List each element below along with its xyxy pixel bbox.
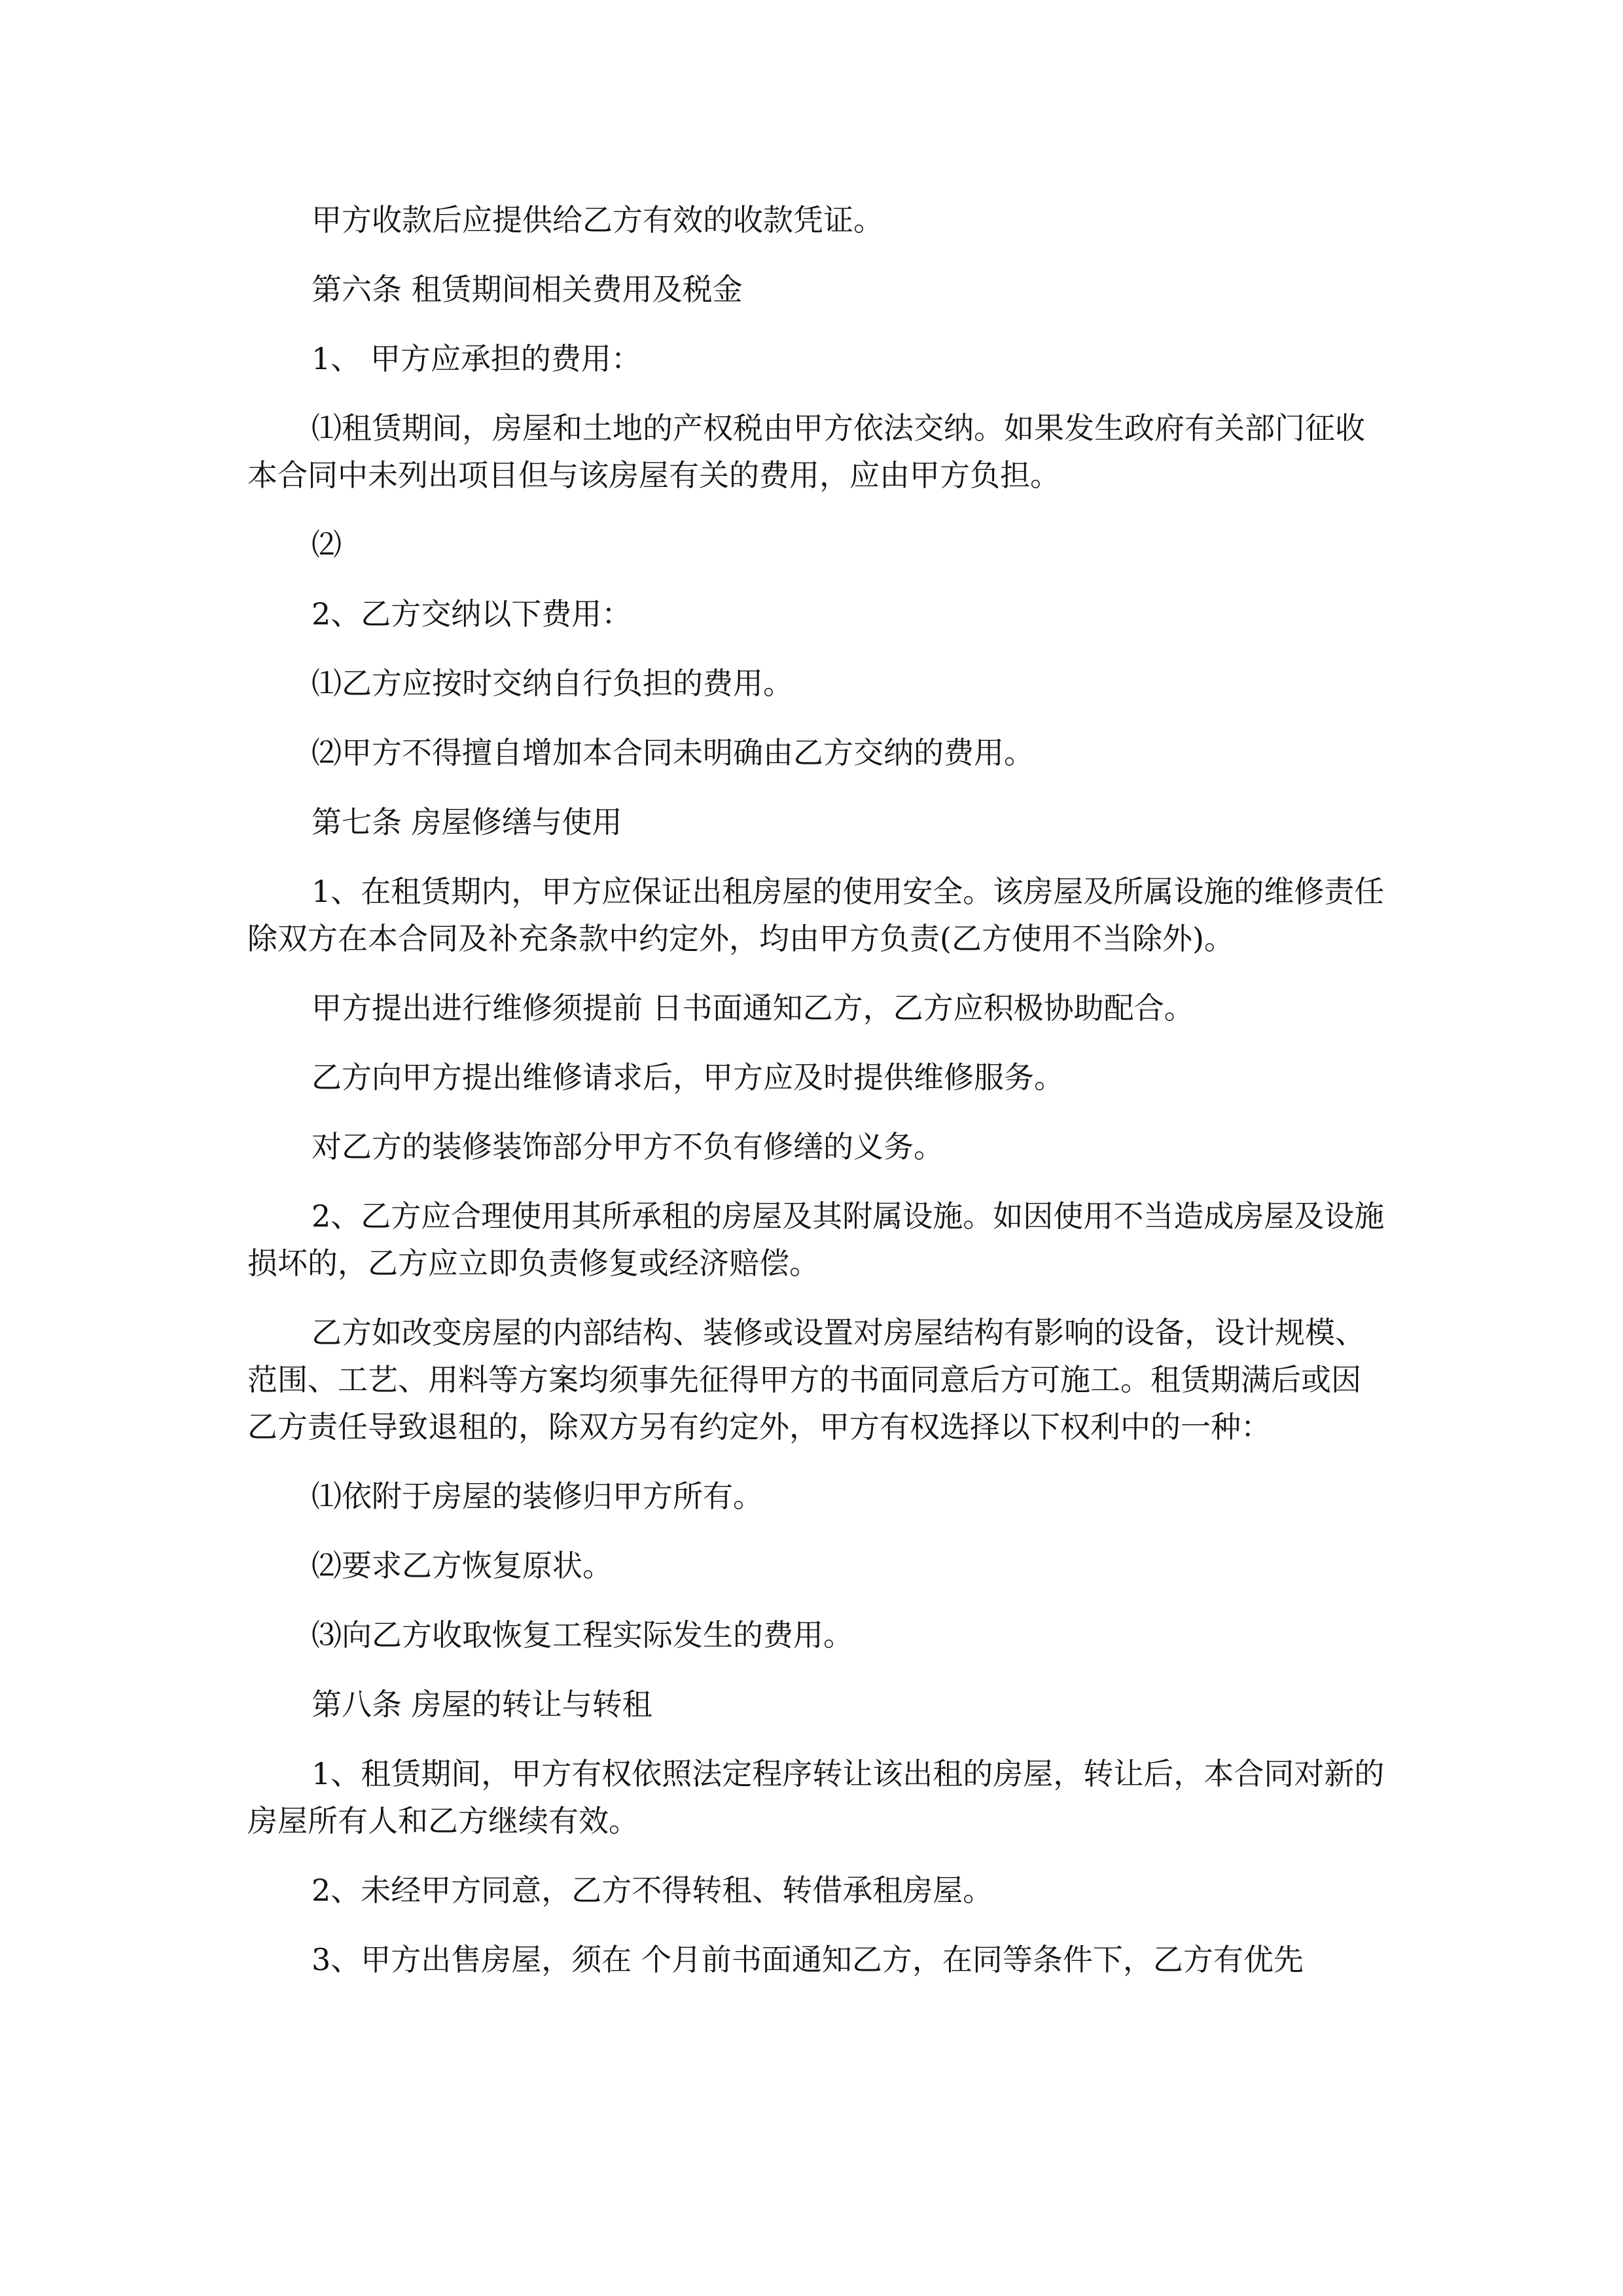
section-heading: 第八条 房屋的转让与转租 — [312, 1687, 652, 1722]
paragraph: 1、租赁期间，甲方有权依照法定程序转让该出租的房屋，转让后，本合同对新的房屋所有人和乙方继续有效。 — [247, 1756, 1385, 1839]
paragraph: 2、未经甲方同意，乙方不得转租、转借承租房屋。 — [312, 1873, 993, 1908]
paragraph: ⑵要求乙方恢复原状。 — [312, 1548, 613, 1583]
paragraph: 2、乙方应合理使用其所承租的房屋及其附属设施。如因使用不当造成房屋及设施损坏的，乙方应立即负责修复或经济赔偿。 — [247, 1198, 1385, 1281]
paragraph: 对乙方的装修装饰部分甲方不负有修缮的义务。 — [312, 1129, 944, 1164]
paragraph: ⑶向乙方收取恢复工程实际发生的费用。 — [312, 1617, 853, 1653]
section-heading: 第六条 租赁期间相关费用及税金 — [312, 272, 743, 307]
paragraph: ⑴乙方应按时交纳自行负担的费用。 — [312, 666, 793, 701]
paragraph: ⑵甲方不得擅自增加本合同未明确由乙方交纳的费用。 — [312, 735, 1034, 770]
paragraph: ⑴租赁期间，房屋和土地的产权税由甲方依法交纳。如果发生政府有关部门征收本合同中未列出项目但与该房屋有关的费用，应由甲方负担。 — [247, 410, 1365, 493]
paragraph: 3、甲方出售房屋，须在 个月前书面通知乙方，在同等条件下，乙方有优先 — [312, 1942, 1304, 1977]
paragraph: 乙方向甲方提出维修请求后，甲方应及时提供维修服务。 — [312, 1060, 1064, 1095]
paragraph: 1、 甲方应承担的费用： — [312, 341, 641, 376]
paragraph: ⑵ — [312, 527, 342, 562]
paragraph: 2、乙方交纳以下费用： — [312, 596, 632, 632]
section-heading: 第七条 房屋修缮与使用 — [312, 804, 622, 840]
document-body — [247, 196, 1386, 2005]
paragraph: 甲方收款后应提供给乙方有效的收款凭证。 — [312, 202, 883, 238]
paragraph: ⑴依附于房屋的装修归甲方所有。 — [312, 1479, 763, 1514]
paragraph: 乙方如改变房屋的内部结构、装修或设置对房屋结构有影响的设备，设计规模、范围、工艺、用料等方案均须事先征得甲方的书面同意后方可施工。租赁期满后或因乙方责任导致退租的，除双方另有约定外，甲方有权选择以下权利中的一种： — [247, 1315, 1365, 1444]
paragraph: 甲方提出进行维修须提前 日书面通知乙方，乙方应积极协助配合。 — [312, 990, 1194, 1026]
paragraph: 1、在租赁期内，甲方应保证出租房屋的使用安全。该房屋及所属设施的维修责任除双方在本合同及补充条款中约定外，均由甲方负责(乙方使用不当除外)。 — [247, 874, 1385, 956]
